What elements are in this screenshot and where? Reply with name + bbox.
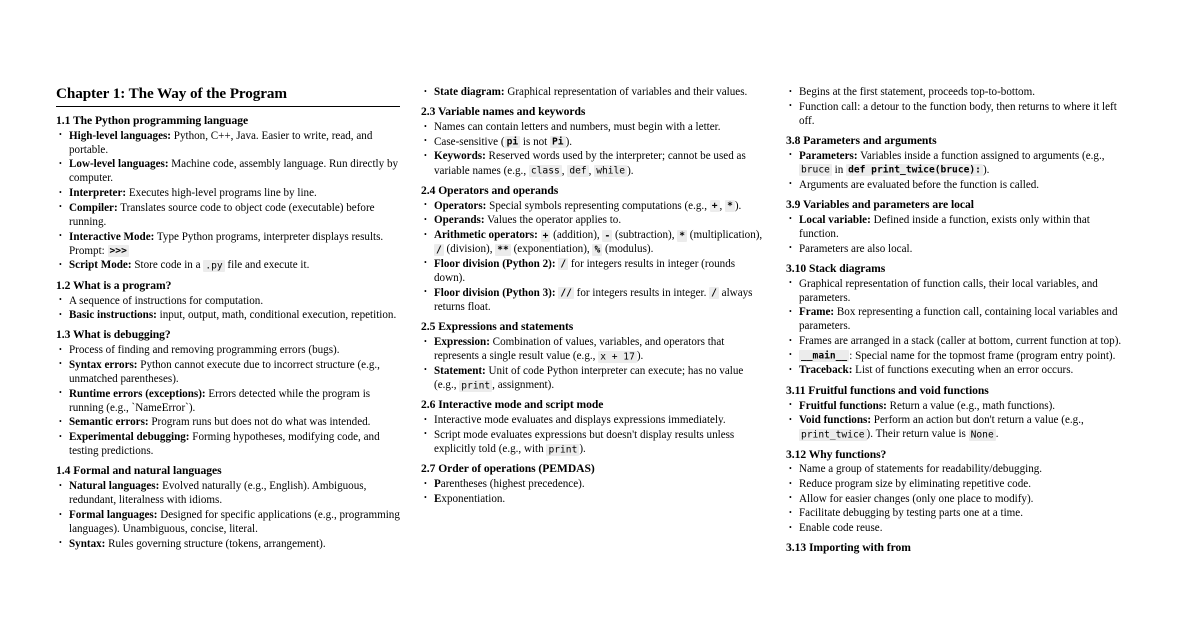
list-item: • Keywords: Reserved words used by the interpreter; cannot be used as variable names (e.g., class , def , while ). <box>421 149 766 177</box>
column-1 <box>56 85 401 551</box>
list-item: • Enable code reuse. <box>786 521 1131 535</box>
section-heading: 2.6 Interactive mode and script mode <box>421 398 604 412</box>
bullet-list <box>56 294 401 323</box>
bullet-list <box>786 85 1131 128</box>
bullet-list <box>421 335 766 392</box>
section-heading: 2.7 Order of operations (PEMDAS) <box>421 462 595 476</box>
bullet-list <box>421 477 766 506</box>
title-divider <box>56 106 400 107</box>
list-item: • Parentheses (highest precedence). <box>421 477 766 491</box>
list-item: • Runtime errors (exceptions): Errors detected while the program is running (e.g., `NameError`). <box>56 387 401 415</box>
section-heading: 3.12 Why functions? <box>786 447 887 461</box>
section-heading: 3.10 Stack diagrams <box>786 261 886 275</box>
list-item: • Semantic errors: Program runs but does not do what was intended. <box>56 415 401 429</box>
list-item: • Case-sensitive ( pi is not Pi ). <box>421 135 766 149</box>
bullet-list <box>786 277 1131 378</box>
list-item: • Begins at the first statement, proceeds top-to-bottom. <box>786 85 1131 99</box>
section-heading: 1.2 What is a program? <box>56 278 172 292</box>
bullet-list <box>786 462 1131 535</box>
list-item: • Script mode evaluates expressions but doesn't display results unless explicitly told (e.g., with print ). <box>421 428 766 456</box>
list-item: • Name a group of statements for readability/debugging. <box>786 462 1131 476</box>
list-item: • Facilitate debugging by testing parts one at a time. <box>786 506 1131 520</box>
section-heading: 1.3 What is debugging? <box>56 328 171 342</box>
list-item: • Frame: Box representing a function call, containing local variables and parameters. <box>786 305 1131 333</box>
list-item: • A sequence of instructions for computation. <box>56 294 401 308</box>
list-item: • Basic instructions: input, output, math, conditional execution, repetition. <box>56 308 401 322</box>
list-item: • __main__ : Special name for the topmost frame (program entry point). <box>786 349 1131 363</box>
bullet-list <box>56 129 401 273</box>
list-item: • State diagram: Graphical representation of variables and their values. <box>421 85 766 99</box>
list-item: • Local variable: Defined inside a function, exists only within that function. <box>786 213 1131 241</box>
section-heading: 3.13 Importing with from <box>786 541 911 555</box>
list-item: • Syntax errors: Python cannot execute due to incorrect structure (e.g., unmatched parentheses). <box>56 358 401 386</box>
list-item: • Statement: Unit of code Python interpreter can execute; has no value (e.g., print , assignment). <box>421 364 766 392</box>
list-item: • Process of finding and removing programming errors (bugs). <box>56 343 401 357</box>
list-item: • Experimental debugging: Forming hypotheses, modifying code, and testing predictions. <box>56 430 401 458</box>
section-heading: 1.1 The Python programming language <box>56 113 249 127</box>
bullet-list <box>421 199 766 315</box>
bullet-list <box>56 343 401 458</box>
section-heading: 1.4 Formal and natural languages <box>56 464 222 478</box>
column-3 <box>786 85 1131 556</box>
bullet-list <box>421 85 766 99</box>
section-heading: 3.11 Fruitful functions and void functions <box>786 383 989 397</box>
bullet-list <box>786 399 1131 442</box>
list-item: • Void functions: Perform an action but don't return a value (e.g., print_twice ). Their return value is None . <box>786 413 1131 441</box>
list-item: • Compiler: Translates source code to object code (executable) before running. <box>56 201 401 229</box>
list-item: • Parameters: Variables inside a function assigned to arguments (e.g., bruce in def print_twice(bruce): ). <box>786 149 1131 177</box>
list-item: • Interactive mode evaluates and displays expressions immediately. <box>421 413 766 427</box>
list-item: • Operands: Values the operator applies to. <box>421 213 766 227</box>
bullet-list <box>786 149 1131 192</box>
list-item: • Names can contain letters and numbers, must begin with a letter. <box>421 120 766 134</box>
list-item: • Function call: a detour to the function body, then returns to where it left off. <box>786 100 1131 128</box>
section-heading: 2.3 Variable names and keywords <box>421 105 586 119</box>
column-2 <box>421 85 766 506</box>
section-heading: 3.8 Parameters and arguments <box>786 133 937 147</box>
bullet-list <box>421 120 766 178</box>
list-item: • Arithmetic operators: + (addition), - (subtraction), * (multiplication), / (division), ** (exponentiation), % (modulus). <box>421 228 766 256</box>
list-item: • Graphical representation of function calls, their local variables, and parameters. <box>786 277 1131 305</box>
list-item: • Script Mode: Store code in a .py file and execute it. <box>56 258 401 272</box>
list-item: • Parameters are also local. <box>786 242 1131 256</box>
list-item: • Reduce program size by eliminating repetitive code. <box>786 477 1131 491</box>
list-item: • Interactive Mode: Type Python programs, interpreter displays results. Prompt: >>> <box>56 230 401 258</box>
list-item: • Arguments are evaluated before the function is called. <box>786 178 1131 192</box>
list-item: • Operators: Special symbols representing computations (e.g., + , * ). <box>421 199 766 213</box>
list-item: • Interpreter: Executes high-level programs line by line. <box>56 186 401 200</box>
column-3-body <box>786 85 1131 555</box>
section-heading: 2.4 Operators and operands <box>421 183 559 197</box>
page-title: Chapter 1: The Way of the Program <box>56 85 287 102</box>
bullet-list <box>786 213 1131 256</box>
list-item: • Natural languages: Evolved naturally (e.g., English). Ambiguous, redundant, literalness with idioms. <box>56 479 401 507</box>
bullet-list <box>421 413 766 456</box>
list-item: • Fruitful functions: Return a value (e.g., math functions). <box>786 399 1131 413</box>
list-item: • Exponentiation. <box>421 492 766 506</box>
column-2-body <box>421 85 766 506</box>
list-item: • Expression: Combination of values, variables, and operators that represents a single result value (e.g., x + 17 ). <box>421 335 766 363</box>
list-item: • High-level languages: Python, C++, Java. Easier to write, read, and portable. <box>56 129 401 157</box>
list-item: • Frames are arranged in a stack (caller at bottom, current function at top). <box>786 334 1131 348</box>
section-heading: 3.9 Variables and parameters are local <box>786 197 974 211</box>
list-item: • Low-level languages: Machine code, assembly language. Run directly by computer. <box>56 157 401 185</box>
three-column-layout <box>56 85 1145 626</box>
list-item: • Floor division (Python 2): / for integers results in integer (rounds down). <box>421 257 766 285</box>
list-item: • Formal languages: Designed for specific applications (e.g., programming languages). Unambiguous, concise, literal. <box>56 508 401 536</box>
list-item: • Syntax: Rules governing structure (tokens, arrangement). <box>56 537 401 551</box>
bullet-list <box>56 479 401 551</box>
list-item: • Allow for easier changes (only one place to modify). <box>786 492 1131 506</box>
section-heading: 2.5 Expressions and statements <box>421 320 574 334</box>
list-item: • Traceback: List of functions executing when an error occurs. <box>786 363 1131 377</box>
column-1-body <box>56 114 401 551</box>
list-item: • Floor division (Python 3): // for integers results in integer. / always returns float. <box>421 286 766 314</box>
